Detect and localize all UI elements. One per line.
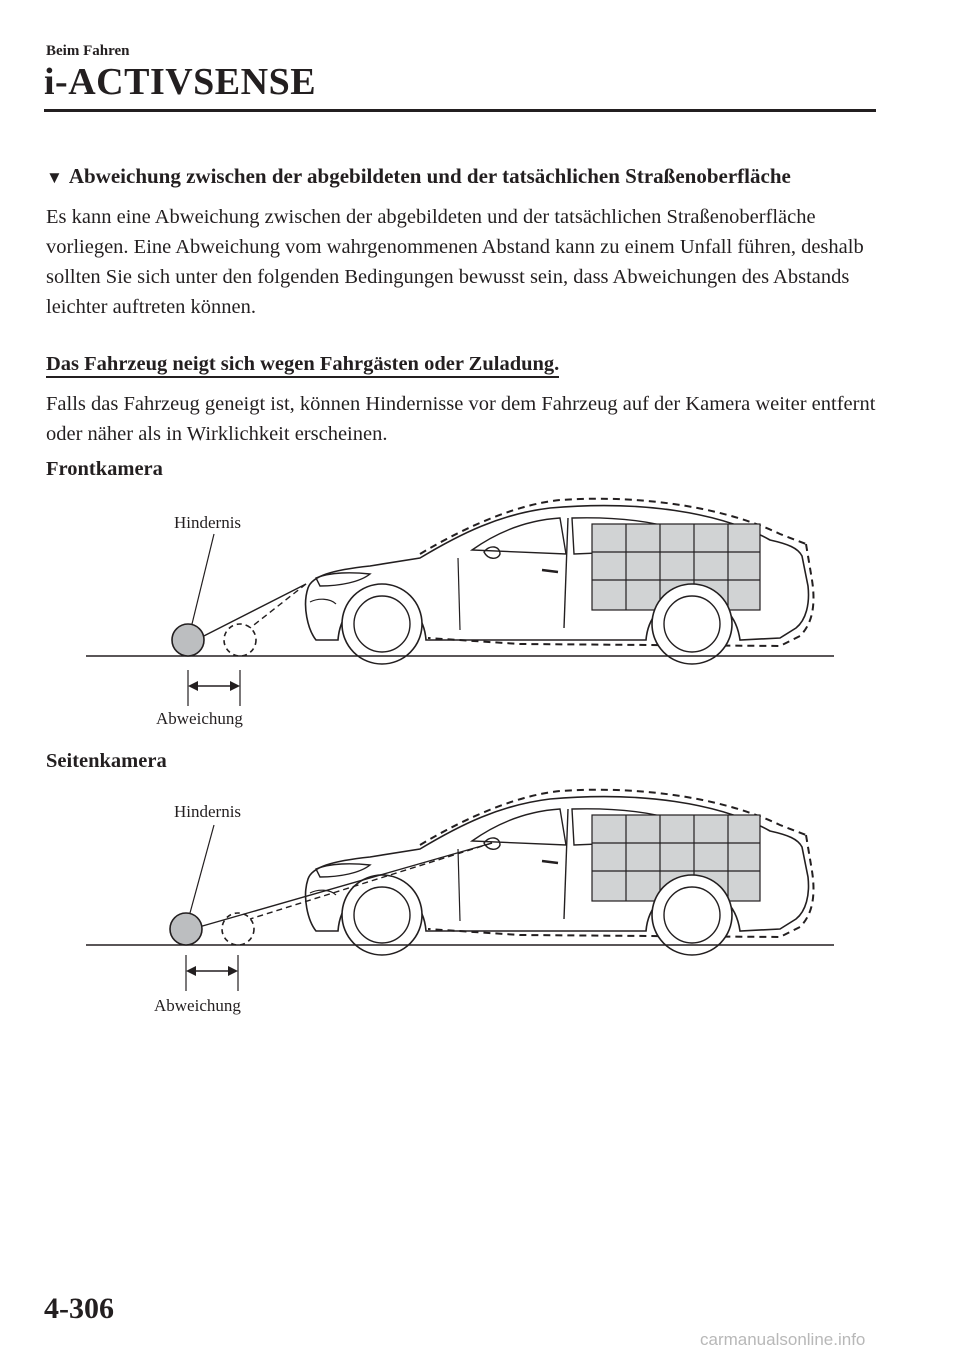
sight-line: [192, 584, 306, 642]
obstacle-actual: [170, 913, 202, 945]
condition-text: Das Fahrzeug neigt sich wegen Fahrgästen oder Zuladung.: [46, 353, 559, 378]
figure-caption-front-camera: Frontkamera: [46, 458, 163, 480]
intro-paragraph: Es kann eine Abweichung zwischen der abgebildeten und der tatsächlichen Straßenoberfläche vorliegen. Eine Abweichung vom wahrgenommenen Abstand kann zu einem Unfall führen, deshalb sollten Sie sich unter den folgenden Bedingungen bewusst sein, dass Abweichungen des Abstands leichter auftreten können.: [46, 206, 864, 318]
leader-line: [192, 534, 214, 624]
front-camera-diagram: [80, 494, 840, 734]
subheading-text: Abweichung zwischen der abgebildeten und der tatsächlichen Straßenoberfläche: [68, 164, 791, 188]
chapter-title: Beim Fahren: [46, 43, 130, 59]
leader-line: [190, 825, 214, 913]
condition-heading: [46, 351, 559, 377]
deviation-label: Abweichung: [156, 709, 243, 728]
obstacle-perceived: [222, 913, 254, 945]
side-camera-diagram: [80, 785, 840, 1025]
page-number: 4-306: [44, 1292, 114, 1325]
deviation-label: Abweichung: [154, 996, 241, 1015]
vehicle-illustration: [306, 499, 814, 664]
triangle-marker-icon: ▼: [46, 168, 63, 187]
obstacle-label: Hindernis: [174, 802, 242, 821]
condition-paragraph: Falls das Fahrzeug geneigt ist, können Hindernisse vor dem Fahrzeug auf der Kamera weiter entfernt oder näher als in Wirklichkeit erscheinen.: [46, 393, 876, 445]
obstacle-actual: [172, 624, 204, 656]
vehicle-illustration: [306, 790, 814, 955]
figure-caption-side-camera: Seitenkamera: [46, 750, 167, 772]
obstacle-perceived: [224, 624, 256, 656]
section-title: i-ACTIVSENSE: [44, 61, 317, 103]
sight-line-dashed: [250, 584, 306, 628]
header-divider: [44, 109, 876, 112]
watermark: carmanualsonline.info: [700, 1330, 866, 1349]
obstacle-label: Hindernis: [174, 513, 242, 532]
subheading: [46, 163, 791, 191]
